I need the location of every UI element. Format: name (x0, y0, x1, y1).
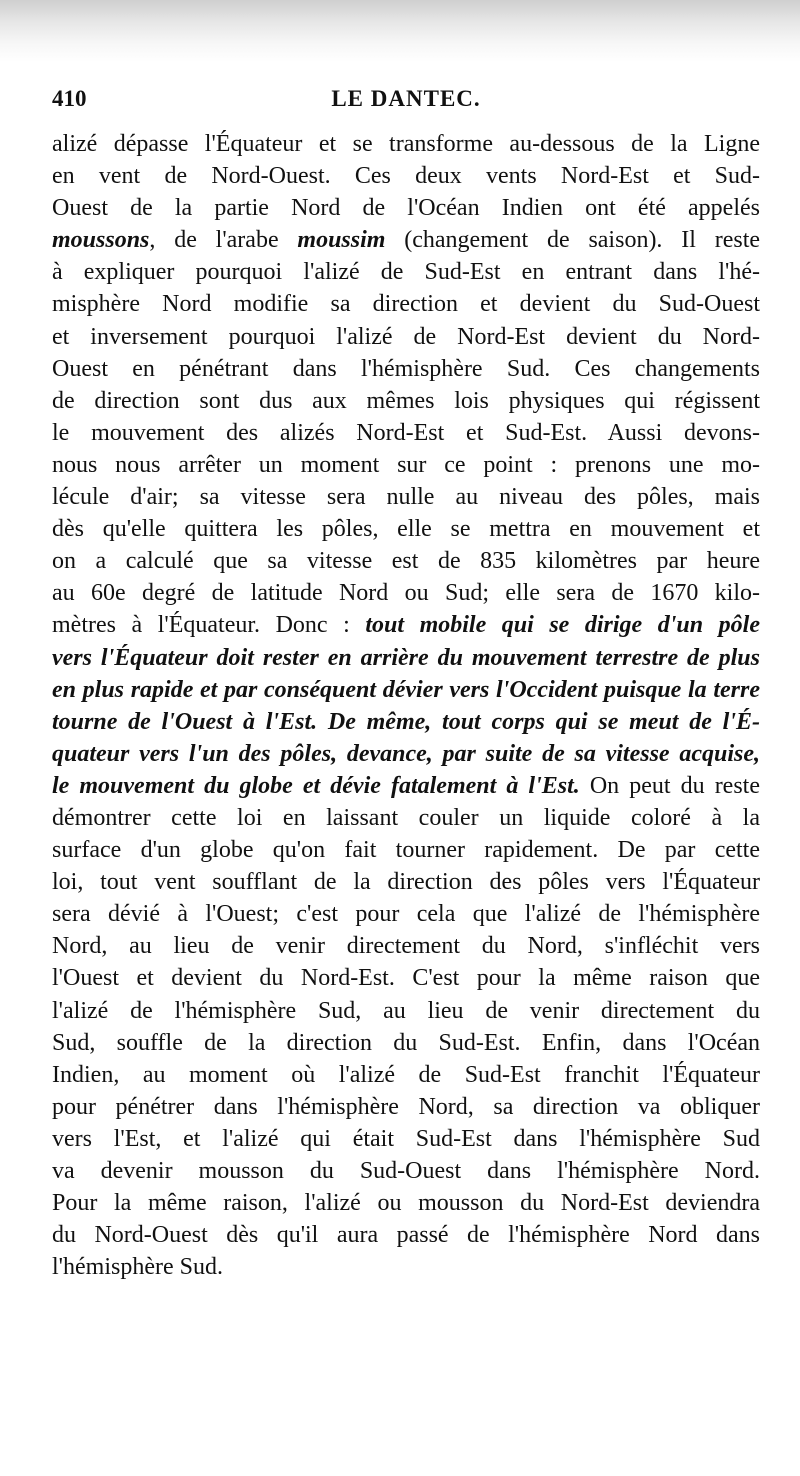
text-line (52, 738, 760, 770)
text-line (52, 449, 760, 481)
text-line (52, 321, 760, 353)
text-line (52, 1155, 760, 1187)
text-run: Indien, au moment où l'alizé de Sud-Est franchit l'Équateur (52, 1061, 760, 1088)
text-run: dès qu'elle quittera les pôles, elle se mettra en mouvement et (52, 516, 760, 543)
text-run: démontrer cette loi en laissant couler un liquide coloré à la (52, 804, 760, 831)
italic-run: moussim (297, 227, 386, 254)
text-line (52, 930, 760, 962)
text-run: le mouvement des alizés Nord-Est et Sud-Est. Aussi devons- (52, 419, 760, 446)
italic-run: tourne de l'Ouest à l'Est. De même, tout corps qui se meut de l'É- (52, 708, 760, 735)
text-line (52, 1091, 760, 1123)
text-run: du Nord-Ouest dès qu'il aura passé de l'hémisphère Nord dans (52, 1222, 760, 1249)
text-run: sera dévié à l'Ouest; c'est pour cela que l'alizé de l'hémisphère (52, 901, 760, 928)
text-run: Sud, souffle de la direction du Sud-Est. Enfin, dans l'Océan (52, 1029, 760, 1056)
text-line (52, 160, 760, 192)
text-line (52, 1219, 760, 1251)
text-run: surface d'un globe qu'on fait tourner rapidement. De par cette (52, 837, 760, 864)
text-line (52, 288, 760, 320)
text-line (52, 674, 760, 706)
text-run: loi, tout vent soufflant de la direction des pôles vers l'Équateur (52, 869, 760, 896)
text-line (52, 995, 760, 1027)
text-run: , de l'arabe (149, 227, 298, 254)
text-line (52, 385, 760, 417)
text-run: va devenir mousson du Sud-Ouest dans l'hémisphère Nord. (52, 1158, 760, 1184)
text-line (52, 962, 760, 994)
text-line (52, 577, 760, 609)
text-line (52, 1059, 760, 1091)
text-run: pour pénétrer dans l'hémisphère Nord, sa direction va obliquer (52, 1093, 760, 1120)
text-line (52, 834, 760, 866)
text-run: nous nous arrêter un moment sur ce point : prenons une mo- (52, 451, 760, 478)
body-text (52, 128, 760, 1283)
text-line (52, 224, 760, 256)
text-run: Ouest en pénétrant dans l'hémisphère Sud. Ces changements (52, 355, 760, 382)
text-run: Pour la même raison, l'alizé ou mousson du Nord-Est deviendra (52, 1190, 760, 1217)
text-run: vers l'Est, et l'alizé qui était Sud-Est dans l'hémisphère Sud (52, 1125, 760, 1152)
text-run: alizé dépasse l'Équateur et se transforme au-dessous de la Ligne (52, 131, 760, 157)
text-line (52, 1027, 760, 1059)
italic-run: vers l'Équateur doit rester en arrière du mouvement terrestre de plus (52, 644, 760, 671)
italic-run: quateur vers l'un des pôles, devance, par suite de sa vitesse acquise, (52, 740, 760, 767)
text-line (52, 192, 760, 224)
text-line (52, 642, 760, 674)
text-run: Ouest de la partie Nord de l'Océan Indien ont été appelés (52, 195, 760, 222)
text-run: l'Ouest et devient du Nord-Est. C'est pour la même raison que (52, 965, 760, 992)
text-line (52, 417, 760, 449)
text-line (52, 770, 760, 802)
text-line (52, 609, 760, 641)
text-run: (changement de saison). Il reste (385, 227, 761, 254)
text-run: misphère Nord modifie sa direction et devient du Sud-Ouest (52, 291, 760, 318)
italic-run: tout mobile qui se dirige d'un pôle (365, 612, 760, 639)
text-line (52, 353, 760, 385)
italic-run: moussons (52, 227, 150, 254)
text-line (52, 1123, 760, 1155)
text-run: l'alizé de l'hémisphère Sud, au lieu de venir directement du (52, 997, 760, 1024)
page-header (52, 86, 760, 116)
italic-run: le mouvement du globe et dévie fatalement à l'Est. (52, 772, 580, 799)
text-run: au 60e degré de latitude Nord ou Sud; elle sera de 1670 kilo- (52, 580, 760, 607)
text-run: et inversement pourquoi l'alizé de Nord-Est devient du Nord- (52, 323, 760, 350)
text-line (52, 128, 760, 160)
text-run: lécule d'air; sa vitesse sera nulle au niveau des pôles, mais (52, 484, 760, 511)
text-line (52, 866, 760, 898)
text-run: de direction sont dus aux mêmes lois physiques qui régissent (52, 387, 760, 414)
text-run: à expliquer pourquoi l'alizé de Sud-Est en entrant dans l'hé- (52, 259, 760, 286)
text-line (52, 898, 760, 930)
text-line (52, 802, 760, 834)
text-line (52, 1187, 760, 1219)
text-run: On peut du reste (579, 772, 760, 799)
text-line (52, 513, 760, 545)
text-run: mètres à l'Équateur. Donc : (52, 612, 366, 639)
running-head: LE DANTEC. (331, 86, 481, 111)
text-line (52, 256, 760, 288)
text-line (52, 1251, 760, 1283)
text-line (52, 545, 760, 577)
text-run: l'hémisphère Sud. (52, 1254, 223, 1281)
text-line (52, 706, 760, 738)
scan-edge-shading (0, 0, 800, 62)
text-run: Nord, au lieu de venir directement du Nord, s'infléchit vers (52, 933, 760, 960)
text-run: on a calculé que sa vitesse est de 835 kilomètres par heure (52, 548, 760, 575)
text-run: en vent de Nord-Ouest. Ces deux vents Nord-Est et Sud- (52, 163, 760, 190)
text-line (52, 481, 760, 513)
italic-run: en plus rapide et par conséquent dévier vers l'Occident puisque la terre (52, 676, 760, 703)
page-number: 410 (52, 86, 87, 111)
